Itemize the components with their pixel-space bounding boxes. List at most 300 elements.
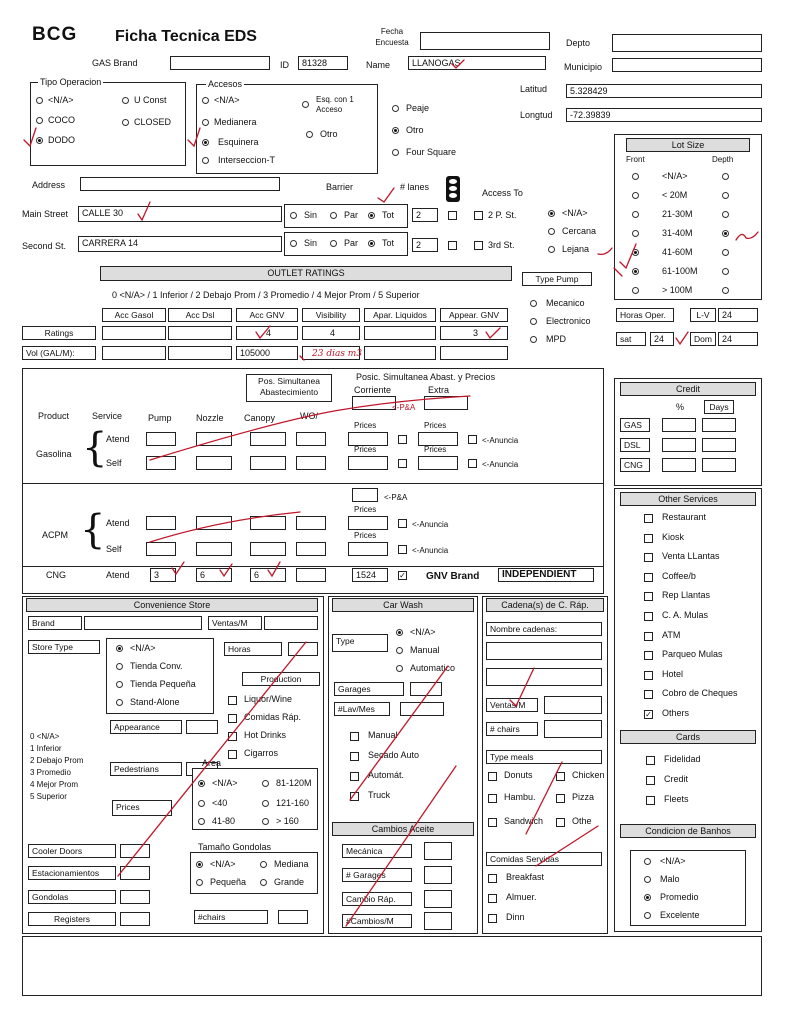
meal-checkbox[interactable] bbox=[488, 818, 497, 827]
meal-checkbox[interactable] bbox=[556, 794, 565, 803]
credit-pct-field[interactable] bbox=[662, 458, 696, 472]
conv-chairs-field[interactable] bbox=[278, 910, 308, 924]
gnv-brand-label: GNV Brand bbox=[426, 571, 480, 582]
card-checkbox[interactable] bbox=[646, 776, 655, 785]
cw-auto-radio[interactable] bbox=[396, 665, 403, 672]
cng-price-field[interactable]: 1524 bbox=[352, 568, 388, 582]
area-radio[interactable] bbox=[262, 780, 269, 787]
acceso-esq1-radio[interactable] bbox=[302, 101, 309, 108]
barrier-sin-radio-2[interactable] bbox=[290, 240, 297, 247]
scale-item: 2 Debajo Prom bbox=[30, 756, 84, 765]
pos-title: Posic. Simultanea Abast. y Precios bbox=[356, 372, 496, 382]
servida-checkbox[interactable] bbox=[488, 914, 497, 923]
scale-item: 5 Superior bbox=[30, 792, 67, 801]
wo-field[interactable] bbox=[296, 456, 326, 470]
lot-depth-label: Depth bbox=[712, 155, 734, 164]
barrier-sin-label-1: Sin bbox=[304, 210, 318, 220]
acceso-otro-radio[interactable] bbox=[306, 131, 313, 138]
service-label: Atend bbox=[106, 434, 130, 444]
area-radio[interactable] bbox=[198, 818, 205, 825]
registers-field[interactable] bbox=[120, 912, 150, 926]
access-cercana-radio[interactable] bbox=[548, 228, 555, 235]
lot-depth-radio[interactable] bbox=[722, 287, 729, 294]
credit-pct-field[interactable] bbox=[662, 418, 696, 432]
card-label: Fidelidad bbox=[664, 754, 701, 764]
cw-garages-label: Garages bbox=[334, 682, 404, 696]
tipo-op-coco-radio[interactable] bbox=[36, 117, 43, 124]
vol-field[interactable] bbox=[168, 346, 232, 360]
store-conv-radio[interactable] bbox=[116, 663, 123, 670]
horas-oper-label: Horas Oper. bbox=[616, 308, 674, 322]
banos-radio[interactable] bbox=[644, 894, 651, 901]
tam-na-label: <N/A> bbox=[210, 859, 236, 869]
conv-ventas-field[interactable] bbox=[264, 616, 318, 630]
barrier-par-radio-1[interactable] bbox=[330, 212, 337, 219]
address-field[interactable] bbox=[80, 177, 280, 191]
cng-price-checkbox[interactable]: ✓ bbox=[399, 571, 406, 580]
canopy-field[interactable] bbox=[250, 516, 286, 530]
rating-field[interactable] bbox=[168, 326, 232, 340]
servida-checkbox[interactable] bbox=[488, 874, 497, 883]
other-service-label: Cobro de Cheques bbox=[662, 688, 738, 699]
store-pequena-radio[interactable] bbox=[116, 681, 123, 688]
card-label: Fleets bbox=[664, 794, 689, 804]
carwash-checkbox[interactable] bbox=[350, 772, 359, 781]
scale-item: 4 Mejor Prom bbox=[30, 780, 79, 789]
other-service-label: Kiosk bbox=[662, 531, 685, 542]
pump-field[interactable] bbox=[146, 542, 176, 556]
name-field[interactable]: LLANOGAS bbox=[408, 56, 546, 70]
latitud-field[interactable]: 5.328429 bbox=[566, 84, 762, 98]
municipio-field[interactable] bbox=[612, 58, 762, 72]
other-service-checkbox[interactable] bbox=[644, 612, 653, 621]
tipo-op-na-label: <N/A> bbox=[48, 95, 74, 105]
tam-grande-radio[interactable] bbox=[260, 879, 267, 886]
other-service-label: C. A. Mulas bbox=[662, 610, 709, 620]
latitud-label: Latitud bbox=[520, 84, 548, 94]
banos-label: Excelente bbox=[660, 910, 700, 920]
pump-electronico-radio[interactable] bbox=[530, 318, 537, 325]
cooler-field[interactable] bbox=[120, 844, 150, 858]
main-street-field[interactable]: CALLE 30 bbox=[78, 206, 282, 222]
pump-header: Pump bbox=[148, 413, 172, 423]
second-st-label: Second St. bbox=[22, 241, 67, 251]
nozzle-field[interactable] bbox=[196, 516, 232, 530]
estac-field[interactable] bbox=[120, 866, 150, 880]
price-checkbox[interactable] bbox=[398, 545, 407, 554]
cambios-m-field[interactable] bbox=[424, 912, 452, 930]
meal-checkbox[interactable] bbox=[488, 772, 497, 781]
fecha-field[interactable] bbox=[420, 32, 550, 50]
acceso-intersection-radio[interactable] bbox=[202, 157, 209, 164]
wo-field[interactable] bbox=[296, 432, 326, 446]
cng-atend-label: Atend bbox=[106, 570, 130, 580]
banos-radio[interactable] bbox=[644, 876, 651, 883]
pen-check-sat bbox=[676, 332, 688, 344]
traffic-light-icon bbox=[446, 176, 460, 202]
other-service-checkbox[interactable] bbox=[644, 690, 653, 699]
credit-row-label: GAS bbox=[620, 418, 650, 432]
lot-size-option: > 100M bbox=[662, 285, 693, 295]
banos-label: Promedio bbox=[660, 892, 699, 902]
outlet-col-header: Acc Gasol bbox=[102, 308, 166, 322]
lot-front-label: Front bbox=[626, 155, 645, 164]
vol-field[interactable]: 105000 bbox=[236, 346, 298, 360]
gas-brand-field[interactable] bbox=[170, 56, 270, 70]
credit-days-field[interactable] bbox=[702, 418, 736, 432]
area-radio[interactable] bbox=[198, 780, 205, 787]
comments-box[interactable] bbox=[22, 936, 762, 996]
banos-radio[interactable] bbox=[644, 858, 651, 865]
canopy-field[interactable] bbox=[250, 542, 286, 556]
acceso-intersection-label: Interseccion-T bbox=[218, 155, 276, 165]
longitud-field[interactable]: -72.39839 bbox=[566, 108, 762, 122]
tam-pequena-radio[interactable] bbox=[196, 879, 203, 886]
extra-field[interactable] bbox=[424, 396, 468, 410]
access-to-label: Access To bbox=[482, 188, 523, 198]
price-field-1[interactable] bbox=[348, 456, 388, 470]
estac-label: Estacionamientos bbox=[28, 866, 116, 880]
third-st-checkbox[interactable] bbox=[474, 241, 483, 250]
other-service-label: Parqueo Mulas bbox=[662, 649, 723, 660]
pump-mpd-radio[interactable] bbox=[530, 336, 537, 343]
scale-item: 0 <N/A> bbox=[30, 732, 60, 741]
outlet-col-header: Appear. GNV bbox=[440, 308, 508, 322]
credit-days-header: Days bbox=[704, 400, 734, 414]
other-service-checkbox[interactable] bbox=[644, 553, 653, 562]
acceso-esquinera-radio[interactable] bbox=[202, 139, 209, 146]
tam-grande-label: Grande bbox=[274, 877, 305, 887]
other-service-label: ATM bbox=[662, 629, 681, 640]
conv-horas-field[interactable] bbox=[288, 642, 318, 656]
service-label: Self bbox=[106, 458, 122, 468]
second-street-checkbox-2[interactable] bbox=[448, 241, 457, 250]
vol-field[interactable] bbox=[440, 346, 508, 360]
second-st-field[interactable]: CARRERA 14 bbox=[78, 236, 282, 252]
product-header: Product bbox=[38, 411, 70, 421]
service-header: Service bbox=[92, 411, 123, 421]
servida-label: Breakfast bbox=[506, 872, 545, 882]
vol-field[interactable] bbox=[102, 346, 166, 360]
pump-field[interactable] bbox=[146, 432, 176, 446]
mecanica-label: Mecánica bbox=[342, 844, 412, 858]
rating-scale-text: 0 <N/A> / 1 Inferior / 2 Debajo Prom / 3 Promedio / 4 Mejor Prom / 5 Superior bbox=[112, 290, 420, 300]
servida-label: Almuer. bbox=[506, 892, 537, 902]
tipo-op-dodo-label: DODO bbox=[48, 135, 75, 145]
credit-row-label: DSL bbox=[620, 438, 650, 452]
lot-depth-radio[interactable] bbox=[722, 268, 729, 275]
second-street-checkbox-1[interactable] bbox=[448, 211, 457, 220]
other-service-checkbox[interactable] bbox=[644, 632, 653, 641]
cw-manual-radio[interactable] bbox=[396, 647, 403, 654]
municipio-label: Municipio bbox=[564, 62, 603, 72]
lot-depth-radio[interactable] bbox=[722, 249, 729, 256]
area-label: Area bbox=[202, 758, 222, 768]
meal-checkbox[interactable] bbox=[488, 794, 497, 803]
id-field[interactable]: 81328 bbox=[298, 56, 348, 70]
servida-label: Dinn bbox=[506, 912, 525, 922]
anuncia-label: <-Anuncia bbox=[482, 436, 519, 445]
cadena-title: Cadena(s) de C. Ráp. bbox=[486, 598, 604, 612]
credit-days-field[interactable] bbox=[702, 458, 736, 472]
meal-label: Pizza bbox=[572, 792, 595, 802]
acceso-medianera-radio[interactable] bbox=[202, 119, 209, 126]
accesos-title: Accesos bbox=[208, 79, 243, 89]
production-item: Liquor/Wine bbox=[244, 694, 293, 704]
barrier-sin-label-2: Sin bbox=[304, 238, 318, 248]
lot-front-radio[interactable] bbox=[632, 230, 639, 237]
cw-lav-field[interactable] bbox=[400, 702, 444, 716]
lot-depth-radio[interactable] bbox=[722, 192, 729, 199]
sat-field[interactable]: 24 bbox=[650, 332, 674, 346]
acpm-pa-field[interactable] bbox=[352, 488, 378, 502]
price-checkbox[interactable] bbox=[398, 519, 407, 528]
lot-front-radio[interactable] bbox=[632, 173, 639, 180]
barrier-label: Barrier bbox=[326, 182, 354, 192]
other-service-checkbox[interactable] bbox=[644, 651, 653, 660]
two-p-st-checkbox[interactable] bbox=[474, 211, 483, 220]
dom-field[interactable]: 24 bbox=[718, 332, 758, 346]
area-radio[interactable] bbox=[262, 800, 269, 807]
production-checkbox[interactable] bbox=[228, 750, 237, 759]
lot-front-radio[interactable] bbox=[632, 192, 639, 199]
meal-checkbox[interactable] bbox=[556, 772, 565, 781]
nombre-cadenas-label: Nombre cadenas: bbox=[486, 622, 602, 636]
carwash-checkbox[interactable] bbox=[350, 732, 359, 741]
lot-size-option: <N/A> bbox=[662, 171, 688, 181]
nozzle-field[interactable] bbox=[196, 432, 232, 446]
anuncia-label: <-Anuncia bbox=[412, 546, 449, 555]
canopy-field[interactable] bbox=[250, 456, 286, 470]
conv-title: Convenience Store bbox=[26, 598, 318, 612]
anuncia-label: <-Anuncia bbox=[412, 520, 449, 529]
tam-na-radio[interactable] bbox=[196, 861, 203, 868]
cadena-chairs-field[interactable] bbox=[544, 720, 602, 738]
wo-field[interactable] bbox=[296, 516, 326, 530]
nozzle-field[interactable] bbox=[196, 542, 232, 556]
store-standalone-radio[interactable] bbox=[116, 699, 123, 706]
tipo-op-uconst-radio[interactable] bbox=[122, 97, 129, 104]
pump-section-divider bbox=[22, 483, 604, 484]
credit-pct-field[interactable] bbox=[662, 438, 696, 452]
access-na-radio[interactable] bbox=[548, 210, 555, 217]
card-checkbox[interactable] bbox=[646, 796, 655, 805]
lanes-label: # lanes bbox=[400, 182, 430, 192]
conv-brand-label: Brand bbox=[28, 616, 82, 630]
cadena-name-1[interactable] bbox=[486, 642, 602, 660]
lv-field[interactable]: 24 bbox=[718, 308, 758, 322]
meal-label: Donuts bbox=[504, 770, 533, 780]
acceso-esq1-label: Esq. con 1 Acceso bbox=[316, 95, 354, 114]
rating-field[interactable]: 3 bbox=[440, 326, 508, 340]
other-services-title: Other Services bbox=[620, 492, 756, 506]
cadena-ventas-field[interactable] bbox=[544, 696, 602, 714]
gnv-brand-field[interactable]: INDEPENDIENT bbox=[498, 568, 594, 582]
pump-field[interactable] bbox=[146, 516, 176, 530]
barrier-par-radio-2[interactable] bbox=[330, 240, 337, 247]
store-na-radio[interactable] bbox=[116, 645, 123, 652]
vol-handwritten-note: 23 dias m3 bbox=[312, 349, 363, 359]
other-service-checkbox[interactable]: ✓ bbox=[645, 710, 652, 719]
peaje-radio[interactable] bbox=[392, 105, 399, 112]
cng-divider bbox=[22, 566, 604, 567]
canopy-field[interactable] bbox=[250, 432, 286, 446]
four-square-radio[interactable] bbox=[392, 149, 399, 156]
servida-checkbox[interactable] bbox=[488, 894, 497, 903]
cambio-rap-label: Cambio Ráp. bbox=[342, 892, 412, 906]
longitud-label: Longtud bbox=[520, 110, 553, 120]
other-service-checkbox[interactable] bbox=[644, 514, 653, 523]
acpm-label: ACPM bbox=[42, 530, 69, 540]
cw-garages-field[interactable] bbox=[410, 682, 442, 696]
other-service-label: Coffee/b bbox=[662, 570, 696, 581]
price-field-2[interactable] bbox=[418, 456, 458, 470]
wo-field[interactable] bbox=[296, 542, 326, 556]
tam-mediana-label: Mediana bbox=[274, 859, 309, 869]
acceso-na-label: <N/A> bbox=[214, 95, 240, 105]
wo-header: WO/ bbox=[300, 411, 318, 421]
barrier-sin-radio-1[interactable] bbox=[290, 212, 297, 219]
cambio-rap-field[interactable] bbox=[424, 890, 452, 908]
outlet-col-header: Apar. Liquidos bbox=[364, 308, 436, 322]
vol-label: Vol (GAL/M): bbox=[22, 346, 96, 360]
rating-field[interactable] bbox=[102, 326, 166, 340]
lot-front-radio[interactable] bbox=[632, 249, 639, 256]
lv-label: L-V bbox=[690, 308, 716, 322]
type-pump-label: Type Pump bbox=[522, 272, 592, 286]
credit-pct-header: % bbox=[676, 402, 685, 412]
pump-field[interactable] bbox=[146, 456, 176, 470]
cw-na-radio[interactable] bbox=[396, 629, 403, 636]
access-lejana-radio[interactable] bbox=[548, 246, 555, 253]
area-radio[interactable] bbox=[262, 818, 269, 825]
lot-depth-radio[interactable] bbox=[722, 173, 729, 180]
prices-label: Prices bbox=[424, 421, 447, 430]
area-radio[interactable] bbox=[198, 800, 205, 807]
corriente-label: Corriente bbox=[354, 385, 392, 395]
credit-row-label: CNG bbox=[620, 458, 650, 472]
tipo-op-closed-radio[interactable] bbox=[122, 119, 129, 126]
lot-front-radio[interactable] bbox=[632, 287, 639, 294]
vol-field[interactable] bbox=[364, 346, 436, 360]
rating-field[interactable]: 4 bbox=[236, 326, 298, 340]
price-checkbox[interactable] bbox=[398, 459, 407, 468]
conv-brand-field[interactable] bbox=[84, 616, 202, 630]
acceso-otro-label: Otro bbox=[320, 129, 338, 139]
pump-mecanico-radio[interactable] bbox=[530, 300, 537, 307]
banos-radio[interactable] bbox=[644, 912, 651, 919]
cadena-name-2[interactable] bbox=[486, 668, 602, 686]
production-checkbox[interactable] bbox=[228, 732, 237, 741]
third-st-label: 3rd St. bbox=[488, 240, 515, 250]
cng-pump-field[interactable]: 3 bbox=[150, 568, 176, 582]
appearance-field[interactable] bbox=[186, 720, 218, 734]
lot-size-option: 61-100M bbox=[662, 266, 698, 276]
gas-brand-label: GAS Brand bbox=[92, 58, 138, 68]
area-option: 121-160 bbox=[276, 798, 310, 808]
other-service-checkbox[interactable] bbox=[644, 573, 653, 582]
price-field-1[interactable] bbox=[348, 542, 388, 556]
cng-canopy-field[interactable]: 6 bbox=[250, 568, 286, 582]
mecanica-field[interactable] bbox=[424, 842, 452, 860]
other-service-label: Rep Llantas bbox=[662, 590, 711, 601]
rating-field[interactable] bbox=[364, 326, 436, 340]
lanes-field-1[interactable]: 2 bbox=[412, 208, 438, 222]
area-option: 41-80 bbox=[212, 816, 236, 826]
tam-mediana-radio[interactable] bbox=[260, 861, 267, 868]
other-service-checkbox[interactable] bbox=[644, 671, 653, 680]
extra-label: Extra bbox=[428, 385, 450, 395]
price-checkbox[interactable] bbox=[398, 435, 407, 444]
price-checkbox[interactable] bbox=[468, 459, 477, 468]
rating-field[interactable]: 4 bbox=[302, 326, 360, 340]
cng-wo-field[interactable] bbox=[296, 568, 326, 582]
cw-lav-label: #Lav/Mes bbox=[334, 702, 390, 716]
price-field-1[interactable] bbox=[348, 516, 388, 530]
service-label: Atend bbox=[106, 518, 130, 528]
meal-label: Chicken bbox=[572, 770, 605, 780]
gondolas-field[interactable] bbox=[120, 890, 150, 904]
address-label: Address bbox=[32, 180, 66, 190]
gondolas-label: Gondolas bbox=[28, 890, 116, 904]
comidas-servidas-label: Comidas Servidas bbox=[486, 852, 602, 866]
lanes-field-2[interactable]: 2 bbox=[412, 238, 438, 252]
canopy-header: Canopy bbox=[244, 413, 276, 423]
lot-depth-radio[interactable] bbox=[722, 211, 729, 218]
production-checkbox[interactable] bbox=[228, 696, 237, 705]
credit-title: Credit bbox=[620, 382, 756, 396]
outlet-col-header: Acc Dsl bbox=[168, 308, 232, 322]
lot-size-option: < 20M bbox=[662, 190, 688, 200]
tipo-op-dodo-radio[interactable] bbox=[36, 137, 43, 144]
carwash-checkbox[interactable] bbox=[350, 792, 359, 801]
depto-field[interactable] bbox=[612, 34, 762, 52]
lot-depth-radio[interactable] bbox=[722, 230, 729, 237]
area-option: <N/A> bbox=[212, 778, 238, 788]
acceso-esquinera-label: Esquinera bbox=[218, 137, 259, 147]
bcg-logo: BCG bbox=[32, 24, 78, 45]
acceso-na-radio[interactable] bbox=[202, 97, 209, 104]
meal-checkbox[interactable] bbox=[556, 818, 565, 827]
name-label: Name bbox=[366, 60, 391, 70]
barrier-tot-radio-1[interactable] bbox=[368, 212, 375, 219]
credit-days-field[interactable] bbox=[702, 438, 736, 452]
card-checkbox[interactable] bbox=[646, 756, 655, 765]
lot-front-radio[interactable] bbox=[632, 211, 639, 218]
production-checkbox[interactable] bbox=[228, 714, 237, 723]
price-checkbox[interactable] bbox=[468, 435, 477, 444]
carwash-checkbox[interactable] bbox=[350, 752, 359, 761]
prices-label: Prices bbox=[354, 421, 377, 430]
tipo-op-na-radio[interactable] bbox=[36, 97, 43, 104]
cw-manual-label: Manual bbox=[410, 645, 440, 655]
type-meals-label: Type meals bbox=[486, 750, 602, 764]
anuncia-label: <-Anuncia bbox=[482, 460, 519, 469]
corriente-field[interactable] bbox=[352, 396, 396, 410]
other-service-checkbox[interactable] bbox=[644, 592, 653, 601]
cambios-garages-field[interactable] bbox=[424, 866, 452, 884]
nozzle-field[interactable] bbox=[196, 456, 232, 470]
carwash-check-label: Secado Auto bbox=[368, 750, 420, 760]
peaje-otro-radio[interactable] bbox=[392, 127, 399, 134]
lot-front-radio[interactable] bbox=[632, 268, 639, 275]
barrier-tot-radio-2[interactable] bbox=[368, 240, 375, 247]
lot-size-title: Lot Size bbox=[626, 138, 750, 152]
pos-simultanea-button[interactable]: Pos. Simultanea Abastecimiento bbox=[246, 374, 332, 402]
cng-nozzle-field[interactable]: 6 bbox=[196, 568, 232, 582]
outlet-col-header: Visibility bbox=[302, 308, 360, 322]
other-service-checkbox[interactable] bbox=[644, 534, 653, 543]
